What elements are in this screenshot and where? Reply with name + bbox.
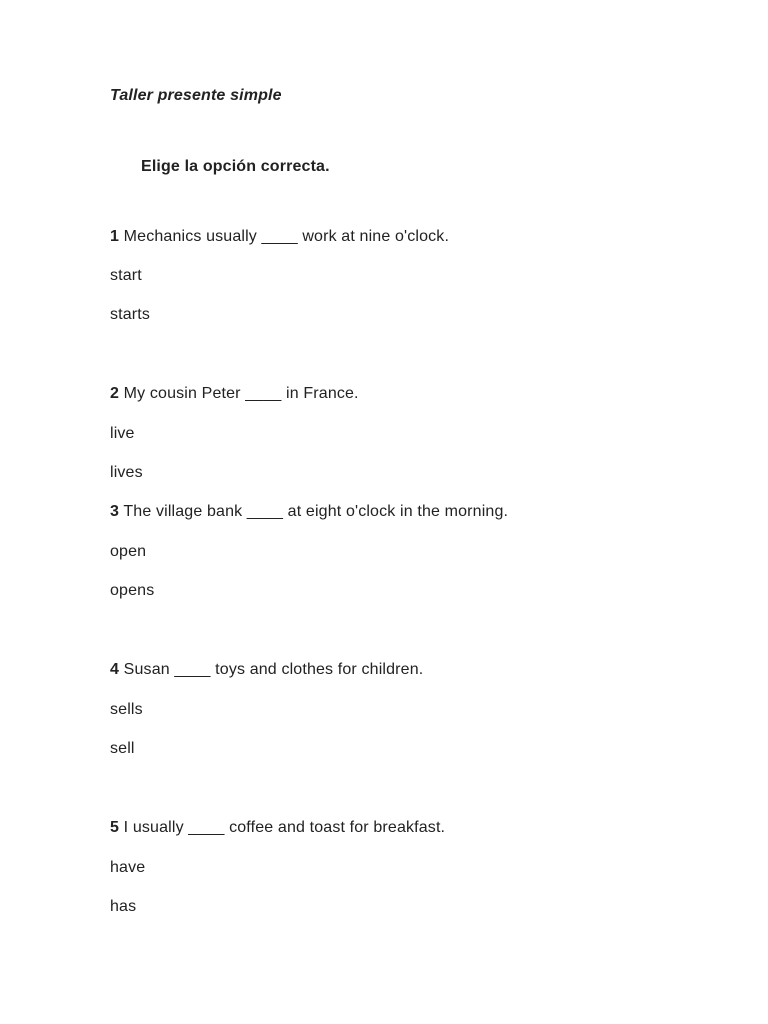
- question-2: [110, 384, 359, 404]
- question-text: Mechanics usually ____ work at nine o'clock.: [123, 228, 450, 245]
- question-3-option-a: open: [110, 543, 147, 560]
- question-5-option-a: have: [110, 859, 146, 876]
- question-text: My cousin Peter ____ in France.: [123, 385, 359, 402]
- question-3-option-b: opens: [110, 582, 155, 599]
- question-5-option-b: has: [110, 898, 137, 915]
- question-2-option-a: live: [110, 425, 135, 442]
- question-text: Susan ____ toys and clothes for children.: [123, 661, 424, 678]
- question-1-option-b: starts: [110, 306, 151, 323]
- question-3: [110, 502, 508, 522]
- question-number: 5: [110, 819, 120, 836]
- question-4: [110, 660, 423, 680]
- question-5: [110, 818, 445, 838]
- question-1-option-a: start: [110, 267, 142, 284]
- question-text: The village bank ____ at eight o'clock in the morning.: [123, 503, 509, 520]
- question-1: [110, 227, 449, 247]
- question-number: 2: [110, 385, 120, 402]
- question-number: 3: [110, 503, 120, 520]
- question-4-option-a: sells: [110, 701, 143, 718]
- instruction-text: Elige la opción correcta.: [141, 158, 330, 175]
- question-text: I usually ____ coffee and toast for breakfast.: [123, 819, 446, 836]
- question-number: 1: [110, 228, 120, 245]
- page-title: Taller presente simple: [110, 87, 282, 104]
- question-number: 4: [110, 661, 120, 678]
- question-2-option-b: lives: [110, 464, 143, 481]
- question-4-option-b: sell: [110, 740, 135, 757]
